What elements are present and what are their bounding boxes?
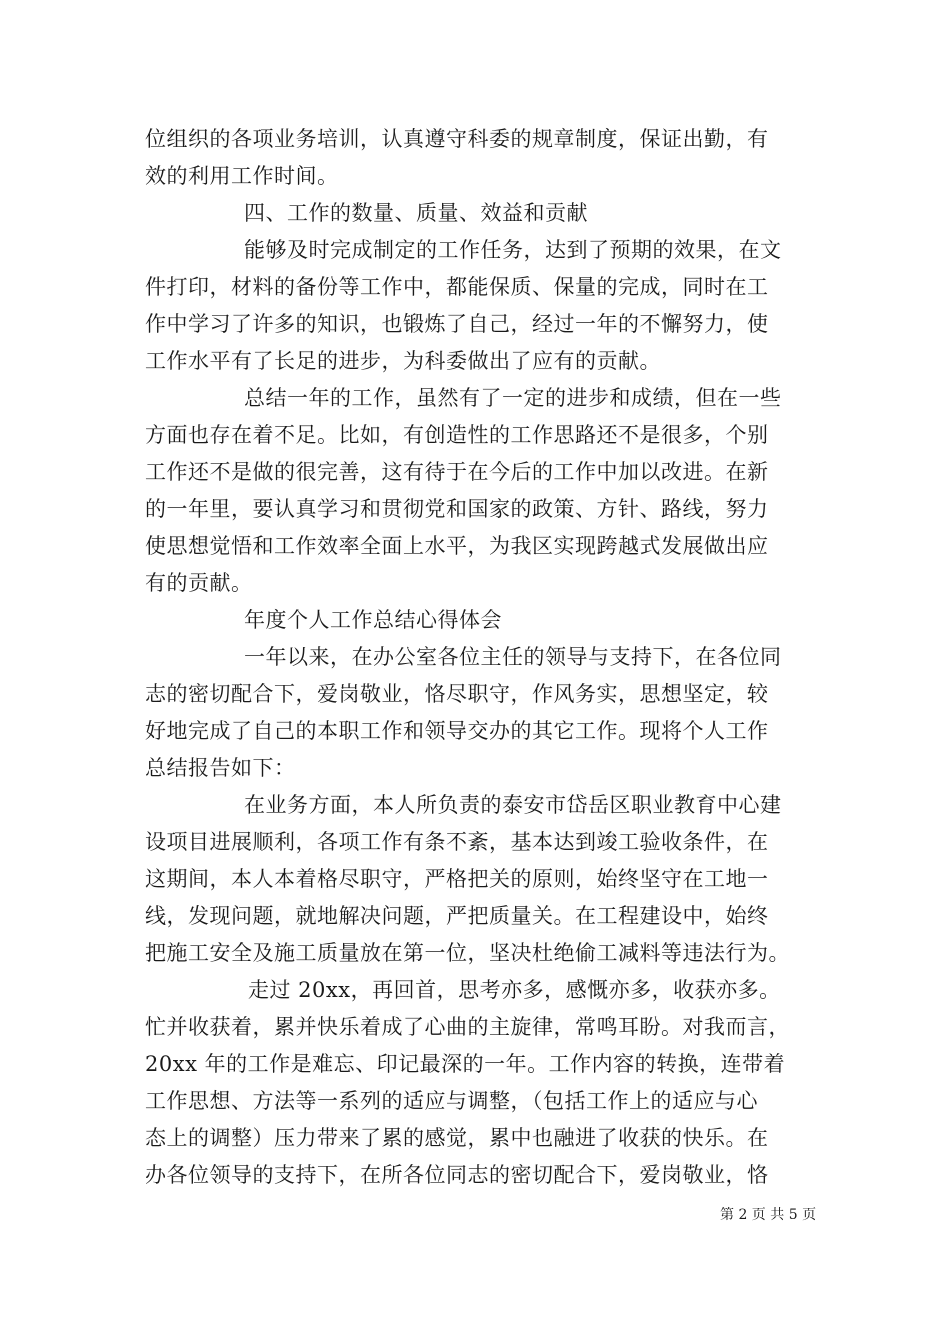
text-line: 20xx 年的工作是难忘、印记最深的一年。工作内容的转换，连带着: [145, 1052, 786, 1076]
section-heading: 四、工作的数量、质量、效益和贡献: [244, 201, 588, 225]
paragraph-first-line: 走过 20xx，再回首，思考亦多，感慨亦多，收获亦多。: [248, 978, 781, 1002]
section-title: 年度个人工作总结心得体会: [244, 608, 502, 632]
text-line: 线，发现问题，就地解决问题，严把质量关。在工程建设中，始终: [145, 904, 769, 928]
text-line: 方面也存在着不足。比如，有创造性的工作思路还不是很多，个别: [145, 423, 769, 447]
paragraph-first-line: 在业务方面，本人所负责的泰安市岱岳区职业教育中心建: [244, 793, 782, 817]
text-line: 这期间，本人本着格尽职守，严格把关的原则，始终坚守在工地一: [145, 867, 769, 891]
text-line: 效的利用工作时间。: [145, 164, 339, 188]
text-line: 好地完成了自己的本职工作和领导交办的其它工作。现将个人工作: [145, 719, 769, 743]
text-line: 总结报告如下：: [145, 756, 296, 780]
text-line: 把施工安全及施工质量放在第一位，坚决杜绝偷工减料等违法行为。: [145, 941, 790, 965]
paragraph-first-line: 一年以来，在办公室各位主任的领导与支持下，在各位同: [244, 645, 782, 669]
paragraph-first-line: 总结一年的工作，虽然有了一定的进步和成绩，但在一些: [244, 386, 782, 410]
page-number-footer: 第 2 页 共 5 页: [720, 1207, 817, 1223]
text-line: 作中学习了许多的知识，也锻炼了自己，经过一年的不懈努力，使: [145, 312, 769, 336]
text-line: 态上的调整）压力带来了累的感觉，累中也融进了收获的快乐。在: [145, 1126, 769, 1150]
text-line: 的一年里，要认真学习和贯彻党和国家的政策、方针、路线，努力: [145, 497, 769, 521]
text-line: 工作思想、方法等一系列的适应与调整，（包括工作上的适应与心: [145, 1089, 758, 1113]
text-line: 工作水平有了长足的进步，为科委做出了应有的贡献。: [145, 349, 661, 373]
text-line: 工作还不是做的很完善，这有待于在今后的工作中加以改进。在新: [145, 460, 769, 484]
text-line: 设项目进展顺利，各项工作有条不紊，基本达到竣工验收条件，在: [145, 830, 769, 854]
text-line: 使思想觉悟和工作效率全面上水平，为我区实现跨越式发展做出应: [145, 534, 769, 558]
text-line: 位组织的各项业务培训，认真遵守科委的规章制度，保证出勤，有: [145, 127, 769, 151]
text-line: 志的密切配合下，爱岗敬业，恪尽职守，作风务实，思想坚定，较: [145, 682, 769, 706]
paragraph-first-line: 能够及时完成制定的工作任务，达到了预期的效果，在文: [244, 238, 782, 262]
text-line: 忙并收获着，累并快乐着成了心曲的主旋律，常鸣耳盼。对我而言，: [145, 1015, 790, 1039]
text-line: 件打印，材料的备份等工作中，都能保质、保量的完成，同时在工: [145, 275, 769, 299]
text-line: 有的贡献。: [145, 571, 253, 595]
text-line: 办各位领导的支持下，在所各位同志的密切配合下，爱岗敬业，恪: [145, 1163, 769, 1187]
